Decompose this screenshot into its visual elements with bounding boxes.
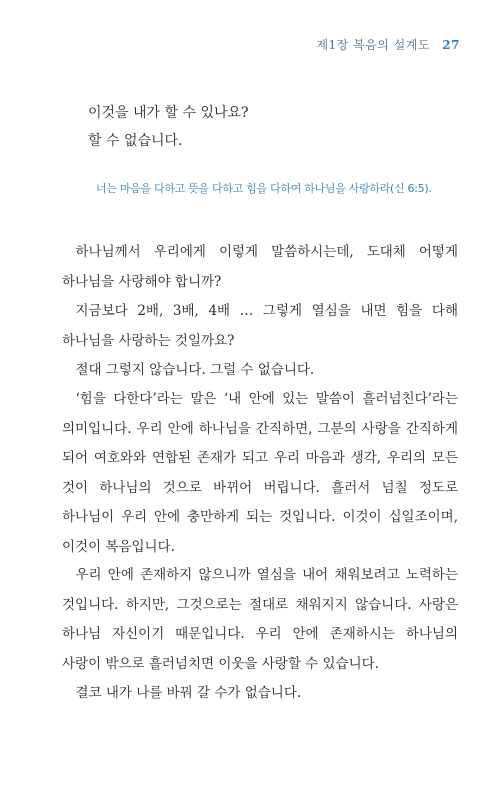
paragraph: 지금보다 2배, 3배, 4배 … 그렇게 열심을 내면 힘을 다해 하나님을 사랑하는 것일까요?: [62, 303, 458, 349]
paragraph: 결코 내가 나를 바꿔 갈 수가 없습니다.: [75, 685, 302, 701]
chapter-title: 제1장 복음의 설계도: [316, 38, 430, 52]
paragraph: ‘힘을 다한다’라는 말은 ‘내 안에 있는 말씀이 흘러넘친다’라는 의미입니다. 우리 안에 하나님을 간직하면, 그분의 사랑을 간직하게 되어 여호와와 연합된 존재가 되고 우리 마음과 생각, 우리의 모든 것이 하나님의 것으로 바뀌어 버립니다. 흘러서 넘칠 정도로 하나님이 우리 안에 충만하게 되는 것입니다. 이것이 십일조이며, 이것이 복음입니다.: [62, 391, 458, 555]
running-header: [316, 36, 460, 53]
paragraph: 절대 그렇지 않습니다. 그럴 수 없습니다.: [75, 362, 315, 378]
paragraph: 하나님께서 우리에게 이렇게 말씀하시는데, 도대체 어떻게 하나님을 사랑해야 합니까?: [62, 244, 458, 290]
answer-line: 할 수 없습니다.: [88, 133, 183, 149]
page-number: 27: [442, 38, 460, 52]
paragraph: 우리 안에 존재하지 않으니까 열심을 내어 채워보려고 노력하는 것입니다. 하지만, 그것으로는 절대로 채워지지 않습니다. 사랑은 하나님 자신이기 때문입니다. 우리 안에 존재하시는 하나님의 사랑이 밖으로 흘러넘치면 이웃을 사랑할 수 있습니다.: [62, 567, 458, 672]
scripture-quote: 너는 마음을 다하고 뜻을 다하고 힘을 다하여 하나님을 사랑하라(신 6:5).: [96, 182, 432, 195]
question-line: 이것을 내가 할 수 있나요?: [88, 105, 249, 121]
